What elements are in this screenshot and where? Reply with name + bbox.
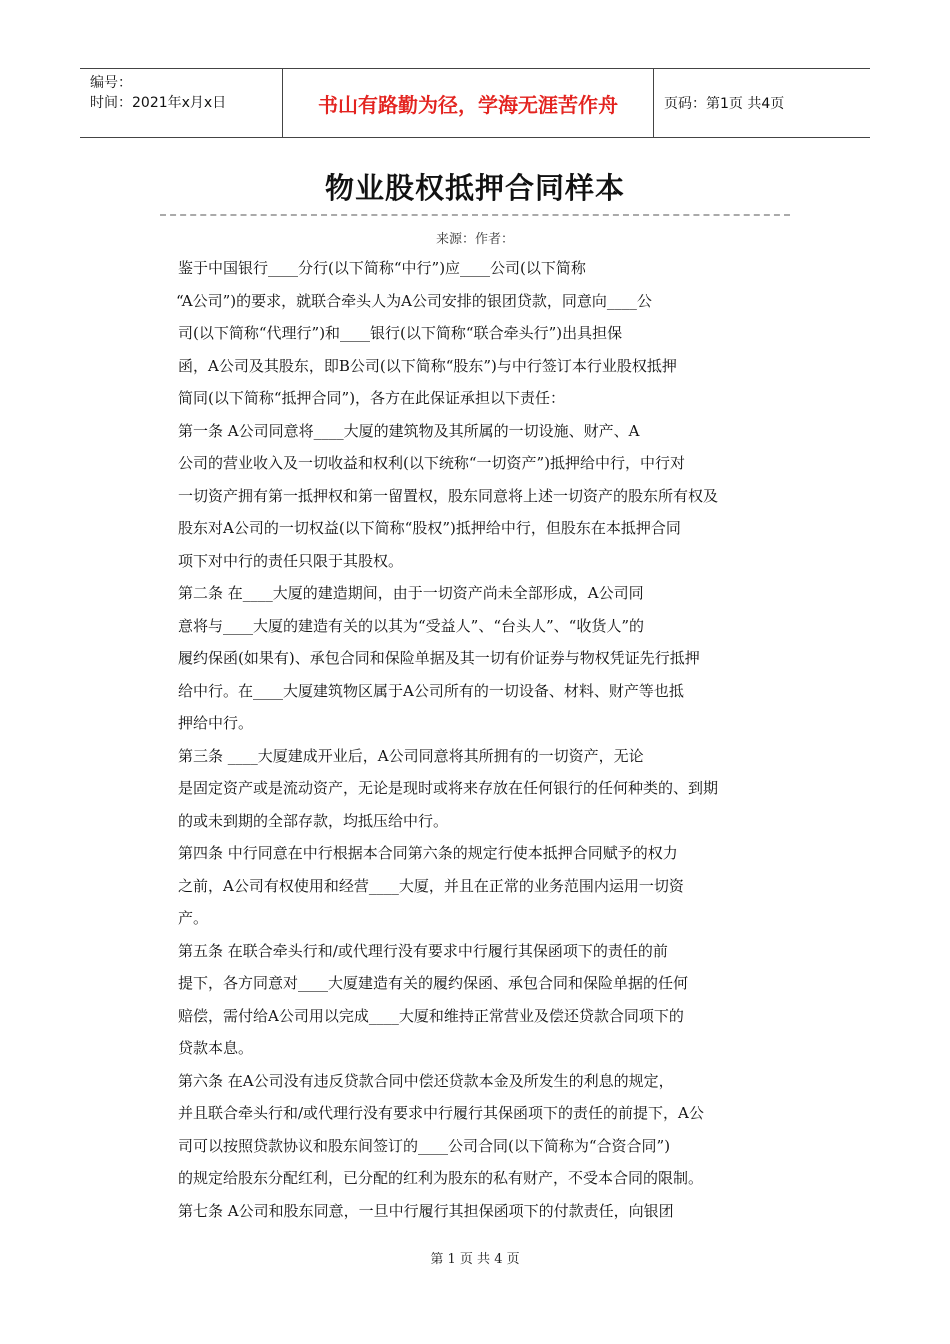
header-info (80, 69, 282, 137)
body-line: 是固定资产或是流动资产，无论是现时或将来存放在任何银行的任何种类的、到期 (178, 779, 719, 797)
time-label: 时间：2021年x月x日 (90, 95, 227, 111)
header-motto: 书山有路勤为径，学海无涯苦作舟 (282, 69, 654, 137)
header-table (80, 68, 870, 138)
page-footer: 第 1 页 共 4 页 (430, 1252, 520, 1267)
body-line: 司可以按照贷款协议和股东间签订的____公司合同(以下简称为“合资合同”) (178, 1136, 671, 1155)
body-line: 司(以下简称“代理行”)和____银行(以下简称“联合牵头行”)出具担保 (178, 324, 623, 342)
document-source: 来源：作者： (435, 232, 514, 247)
body-line: 第三条 ____大厦建成开业后，A公司同意将其所拥有的一切资产，无论 (178, 746, 644, 765)
body-line: 第四条 中行同意在中行根据本合同第六条的规定行使本抵押合同赋予的权力 (178, 844, 678, 862)
body-line: 之前，A公司有权使用和经营____大厦，并且在正常的业务范围内运用一切资 (178, 876, 684, 895)
body-line: 提下，各方同意对____大厦建造有关的履约保函、承包合同和保险单据的任何 (178, 974, 689, 992)
body-line: 贷款本息。 (178, 1039, 254, 1057)
body-line: 简同(以下简称“抵押合同”)，各方在此保证承担以下责任： (178, 389, 566, 407)
body-line: 的规定给股东分配红利，已分配的红利为股东的私有财产，不受本合同的限制。 (178, 1169, 704, 1187)
number-label: 编号： (90, 75, 132, 91)
body-line: 赔偿，需付给A公司用以完成____大厦和维持正常营业及偿还贷款合同项下的 (178, 1006, 684, 1025)
body-line: 股东对A公司的一切权益(以下简称“股权”)抵押给中行，但股东在本抵押合同 (178, 519, 681, 537)
body-line: 的或未到期的全部存款，均抵压给中行。 (178, 811, 449, 830)
body-line: 并且联合牵头行和/或代理行没有要求中行履行其保函项下的责任的前提下，A公 (178, 1104, 704, 1122)
body-line: 一切资产拥有第一抵押权和第一留置权，股东同意将上述一切资产的股东所有权及 (178, 486, 719, 505)
body-line: 第五条 在联合牵头行和/或代理行没有要求中行履行其保函项下的责任的前 (178, 941, 668, 960)
body-line: 产。 (178, 909, 209, 927)
body-line: 给中行。在____大厦建筑物区属于A公司所有的一切设备、材料、财产等也抵 (178, 681, 684, 700)
body-line: 第七条 A公司和股东同意，一旦中行履行其担保函项下的付款责任，向银团 (178, 1201, 674, 1220)
body-line: 第一条 A公司同意将____大厦的建筑物及其所属的一切设施、财产、A (178, 421, 640, 440)
body-line: 函，A公司及其股东，即B公司(以下简称“股东”)与中行签订本行业股权抵押 (178, 356, 677, 375)
body-line: 履约保函(如果有)、承包合同和保险单据及其一切有价证券与物权凭证先行抵押 (178, 649, 700, 667)
body-line: 项下对中行的责任只限于其股权。 (178, 551, 404, 570)
body-line: 鉴于中国银行____分行(以下简称“中行”)应____公司(以下简称 (178, 259, 586, 277)
document-body (0, 252, 950, 1227)
header-page-label: 页码：第1页 共4页 (664, 96, 785, 112)
body-line: 公司的营业收入及一切收益和权利(以下统称“一切资产”)抵押给中行，中行对 (178, 454, 686, 472)
title-divider (160, 214, 790, 216)
body-line: “A公司”)的要求，就联合牵头人为A公司安排的银团贷款，同意向____公 (176, 291, 652, 310)
body-line: 第六条 在A公司没有违反贷款合同中偿还贷款本金及所发生的利息的规定， (178, 1071, 674, 1090)
body-line: 意将与____大厦的建造有关的以其为“受益人”、“台头人”、“收货人”的 (178, 616, 645, 635)
document-title: 物业股权抵押合同样本 (324, 171, 625, 205)
body-line: 第二条 在____大厦的建造期间，由于一切资产尚未全部形成，A公司同 (178, 584, 644, 602)
body-line: 押给中行。 (178, 714, 254, 732)
